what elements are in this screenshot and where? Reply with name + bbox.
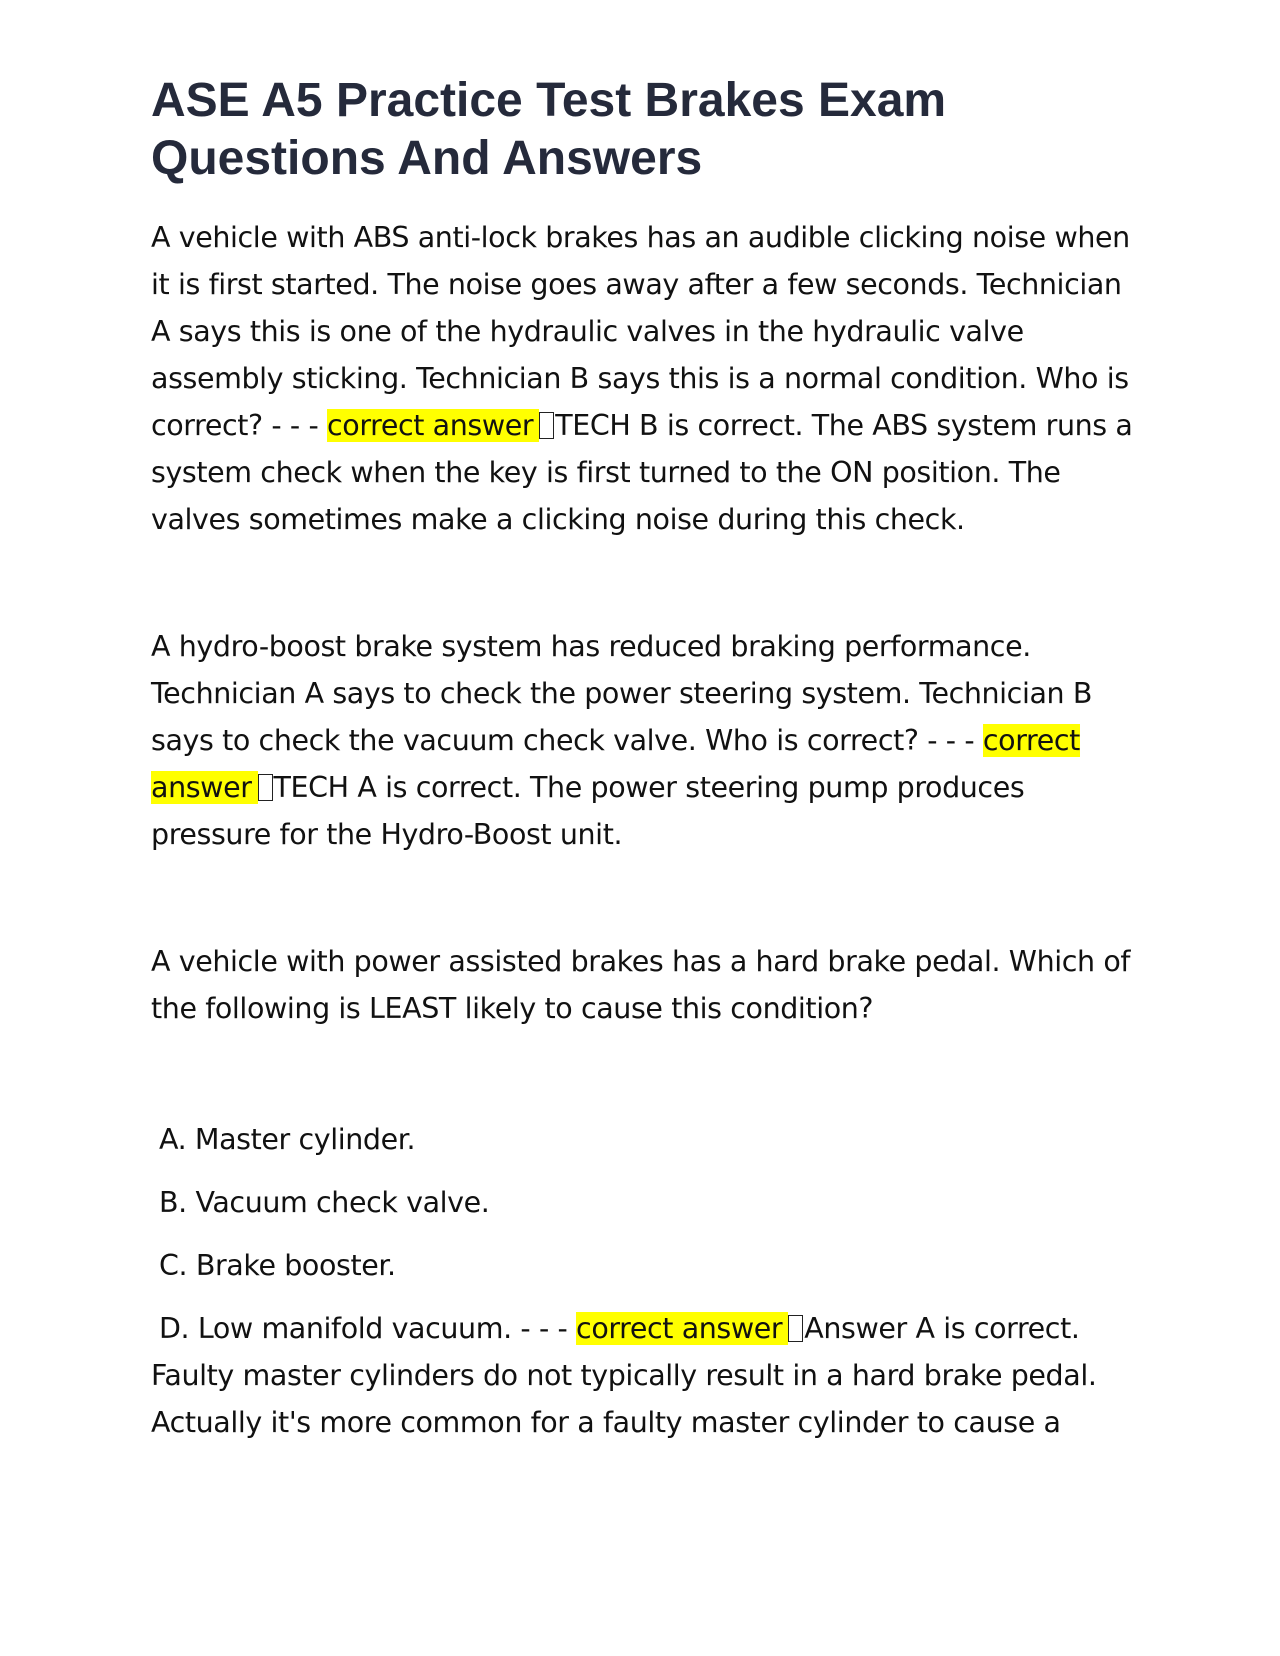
question-1-text: A vehicle with ABS anti-lock brakes has an audible clicking noise when it is first started. The noise goes away after a few seconds. Technician A says this is one of the hydraulic valves in the hydraulic valve assembly sticking. Technician B says this is a normal condition. Who is correct? - - - [151,221,1130,442]
correct-answer-highlight: correct answer [327,409,539,442]
correct-answer-highlight: correct answer [576,1312,788,1345]
question-2-answer: TECH A is correct. The power steering pump produces pressure for the Hydro-Boost unit. [151,771,1025,851]
option-d: D. Low manifold vacuum. - - - [159,1312,568,1345]
question-2 [151,623,1141,858]
document-title: ASE A5 Practice Test Brakes Exam Questions And Answers [151,74,947,185]
option-c: C. Brake booster. [159,1249,396,1282]
question-1-answer: TECH B is correct. The ABS system runs a system check when the key is first turned to the ON position. The valves sometimes make a clicking noise during this check. [151,409,1133,536]
question-2-text: A hydro-boost brake system has reduced braking performance. Technician A says to check the power steering system. Technician B says to check the vacuum check valve. Who is correct? - - - [151,630,1093,757]
correct-answer-highlight: correct answer [151,724,1080,804]
missing-glyph-icon [539,412,554,439]
question-3-answer-block [151,1305,1141,1446]
question-1 [151,214,1141,543]
option-a: A. Master cylinder. [159,1123,416,1156]
option-b: B. Vacuum check valve. [159,1186,490,1219]
missing-glyph-icon [788,1315,803,1342]
question-3: A vehicle with power assisted brakes has a hard brake pedal. Which of the following is LEAST likely to cause this condition? [151,945,1131,1025]
missing-glyph-icon [258,774,273,801]
question-3-answer: Answer A is correct. Faulty master cylinders do not typically result in a hard brake pedal. Actually it's more common for a faulty master cylinder to cause a [151,1312,1097,1439]
document-page [151,72,1141,1446]
